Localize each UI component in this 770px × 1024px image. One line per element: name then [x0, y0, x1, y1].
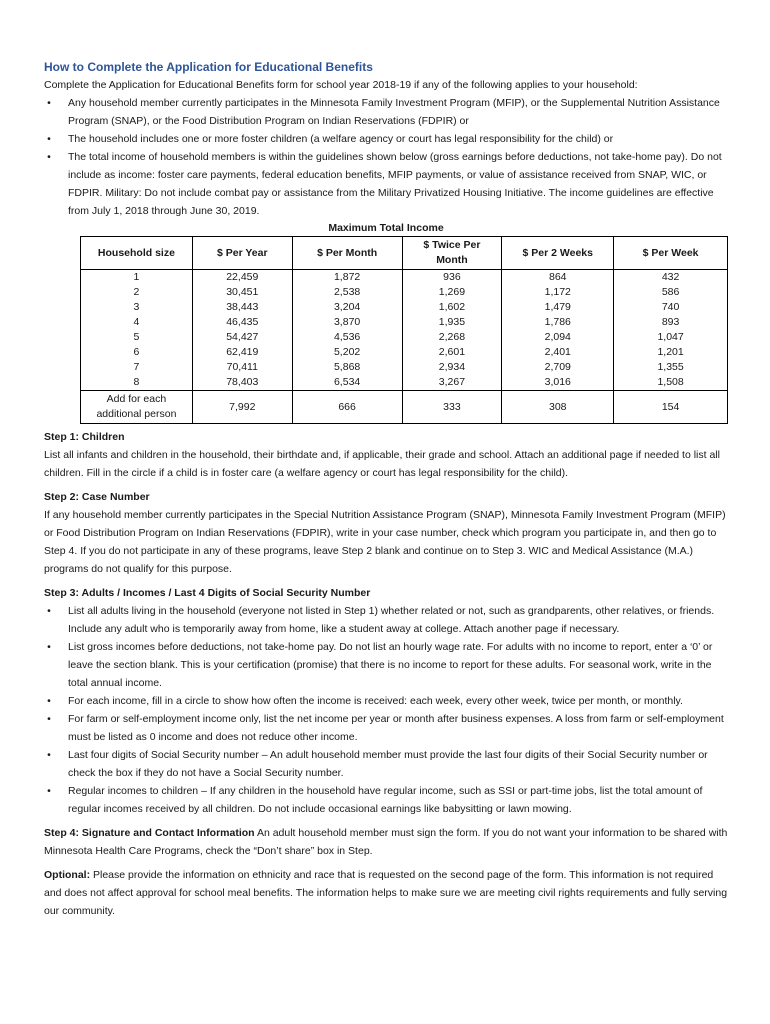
bullet-icon: • — [47, 695, 51, 707]
table-cell: 4 — [133, 316, 140, 328]
intro-text: Complete the Application for Educational Benefits form for school year 2018-19 if any of the following applies to your household: — [44, 79, 638, 91]
step4-paragraph — [44, 824, 728, 860]
per-month-column — [292, 270, 402, 391]
step3-bullet: • List gross incomes before deductions, not take-home pay. Do not list an hourly wage rate. For adults with no income to report, enter a ‘0’ or leave the section blank. This is your certification (promise) that there is no income to report for these adults. For seasonal work, write in the total annual income. — [44, 638, 728, 692]
table-cell: 6 — [133, 346, 140, 358]
table-cell: 1,355 — [657, 361, 684, 373]
intro-bullet-list — [44, 94, 728, 220]
table-cell: 1,047 — [657, 331, 684, 343]
table-cell: 1 — [133, 271, 140, 283]
bullet-icon: • — [47, 97, 51, 109]
table-cell: 5,202 — [333, 346, 361, 358]
table-cell: 2,401 — [544, 346, 571, 358]
table-cell: 936 — [443, 271, 461, 283]
bullet-icon: • — [47, 785, 51, 797]
table-cell: 2,538 — [333, 286, 361, 298]
header-household-size: Household size — [81, 237, 193, 270]
step3-bullet: • List all adults living in the household (everyone not listed in Step 1) whether related or not, such as grandparents, other relatives, or friends. Include any adult who is temporarily away from home, like a student away at college. Attach another page if necessary. — [44, 602, 728, 638]
table-cell: 1,172 — [544, 286, 571, 298]
document-page — [44, 58, 728, 920]
table-cell: 3,204 — [333, 301, 361, 313]
page-title: How to Complete the Application for Educational Benefits — [44, 60, 373, 74]
step2-text: If any household member currently participates in the Special Nutrition Assistance Program (SNAP), Minnesota Family Investment Program (MFIP) or Food Distribution Program on Indian Reservations (FDPIR), write in your case number, check which program you participate in, and then go to Step 4. If you do not participate in any of these programs, leave Step 2 blank and continue on to Step 3. WIC and Medical Assistance (M.A.) programs do not qualify for this purpose. — [44, 509, 726, 575]
bullet-icon: • — [47, 749, 51, 761]
table-cell: 3 — [133, 301, 140, 313]
bullet-icon: • — [47, 605, 51, 617]
table-cell: 1,935 — [438, 316, 466, 328]
table-cell: 432 — [661, 271, 680, 283]
per-2-weeks-column — [502, 270, 614, 391]
table-cell: 2,601 — [438, 346, 466, 358]
header-per-week: $ Per Week — [614, 237, 728, 270]
optional-heading: Optional: — [44, 869, 91, 881]
table-row-additional-person — [81, 391, 728, 424]
table-cell: 1,479 — [544, 301, 571, 313]
table-cell: 3,870 — [333, 316, 361, 328]
table-cell: 70,411 — [226, 361, 258, 373]
bullet-icon: • — [47, 133, 51, 145]
step3-bullet: • For each income, fill in a circle to show how often the income is received: each week, every other week, twice per month, or monthly. — [44, 692, 728, 710]
optional-paragraph — [44, 866, 728, 920]
table-cell: 1,786 — [544, 316, 571, 328]
table-cell: 30,451 — [226, 286, 259, 298]
table-cell: 2,934 — [438, 361, 466, 373]
step1-heading: Step 1: Children — [44, 431, 125, 443]
table-row — [81, 270, 728, 391]
table-cell: 1,872 — [333, 271, 361, 283]
table-cell: 1,602 — [438, 301, 466, 313]
table-cell: 22,459 — [226, 271, 259, 283]
table-cell: 3,267 — [438, 376, 466, 388]
step4-heading: Step 4: Signature and Contact Information — [44, 827, 255, 839]
table-cell: 5,868 — [333, 361, 361, 373]
table-cell: 740 — [661, 301, 680, 313]
header-twice-per-month: $ Twice Per Month — [402, 237, 502, 270]
step3-bullet: • Last four digits of Social Security number – An adult household member must provide the last four digits of their Social Security number or check the box if they do not have a Social Security number. — [44, 746, 728, 782]
step3-bullet-list — [44, 602, 728, 818]
bullet-icon: • — [47, 713, 51, 725]
step4-text: An adult household member must sign the form. If you do not want your information to be shared with Minnesota Health Care Programs, check the “Don’t share” box in Step. — [44, 827, 728, 857]
table-cell: 1,201 — [657, 346, 684, 358]
table-cell: 2,268 — [438, 331, 466, 343]
table-cell: 38,443 — [226, 301, 259, 313]
optional-text: Please provide the information on ethnicity and race that is requested on the second page of the form. This information is not required and does not affect approval for school meal benefits. The information helps to make sure we are meeting civil rights requirements and fully serving our community. — [44, 869, 728, 917]
income-guidelines-table — [80, 236, 728, 424]
step3-bullet: • For farm or self-employment income only, list the net income per year or month after business expenses. A loss from farm or self-employment must be listed as 0 income and does not reduce other income. — [44, 710, 728, 746]
step1-text: List all infants and children in the household, their birthdate and, if applicable, their grade and school. Attach an additional page if needed to list all children. Fill in the circle if a child is in foster care (a welfare agency or court has legal responsibility for the child). — [44, 449, 720, 479]
table-cell: 154 — [614, 391, 728, 424]
intro-bullet: • The total income of household members is within the guidelines shown below (gross earnings before deductions, not take-home pay). Do not include as income: foster care payments, federal education benefits, MFIP payments, or value of assistance received from SNAP, WIC, or FDPIR. Military: Do not include combat pay or assistance from the Military Privatized Housing Initiative. The income guidelines are effective from July 1, 2018 through June 30, 2019. — [44, 148, 728, 220]
table-cell: 8 — [133, 376, 140, 388]
intro-bullet: • Any household member currently participates in the Minnesota Family Investment Program (MFIP), or the Supplemental Nutrition Assistance Program (SNAP), or the Food Distribution Program on Indian Reservations (FDPIR) or — [44, 94, 728, 130]
intro-bullet: • The household includes one or more foster children (a welfare agency or court has legal responsibility for the child) or — [44, 130, 728, 148]
per-year-column — [192, 270, 292, 391]
twice-per-month-column — [402, 270, 502, 391]
header-per-2-weeks: $ Per 2 Weeks — [502, 237, 614, 270]
table-cell: 1,508 — [657, 376, 684, 388]
table-cell: 2,709 — [544, 361, 571, 373]
table-cell: 3,016 — [544, 376, 571, 388]
table-cell: 1,269 — [438, 286, 466, 298]
table-cell: 5 — [133, 331, 140, 343]
table-cell: 333 — [402, 391, 502, 424]
step3-heading: Step 3: Adults / Incomes / Last 4 Digits of Social Security Number — [44, 587, 371, 599]
table-cell: 46,435 — [226, 316, 259, 328]
table-cell: 6,534 — [333, 376, 361, 388]
table-cell: 62,419 — [226, 346, 259, 358]
table-header-row — [81, 237, 728, 270]
table-cell: 7 — [133, 361, 140, 373]
table-cell: 586 — [661, 286, 680, 298]
table-cell: 2,094 — [544, 331, 571, 343]
table-cell: 7,992 — [192, 391, 292, 424]
table-cell: 4,536 — [333, 331, 361, 343]
bullet-icon: • — [47, 641, 51, 653]
table-cell: 666 — [292, 391, 402, 424]
table-cell: 308 — [502, 391, 614, 424]
header-per-month: $ Per Month — [292, 237, 402, 270]
header-per-year: $ Per Year — [192, 237, 292, 270]
table-cell: 78,403 — [226, 376, 259, 388]
bullet-icon: • — [47, 151, 51, 163]
additional-person-label: Add for each additional person — [81, 391, 193, 424]
table-cell: 2 — [133, 286, 140, 298]
table-cell: 54,427 — [226, 331, 259, 343]
table-caption: Maximum Total Income — [328, 222, 444, 234]
step3-bullet: • Regular incomes to children – If any children in the household have regular income, such as SSI or part-time jobs, list the total amount of regular incomes received by all children. Do not include occasional earnings like babysitting or lawn mowing. — [44, 782, 728, 818]
per-week-column — [614, 270, 728, 391]
table-cell: 864 — [549, 271, 567, 283]
table-cell: 893 — [661, 316, 680, 328]
step2-heading: Step 2: Case Number — [44, 491, 150, 503]
household-size-column — [81, 270, 193, 391]
